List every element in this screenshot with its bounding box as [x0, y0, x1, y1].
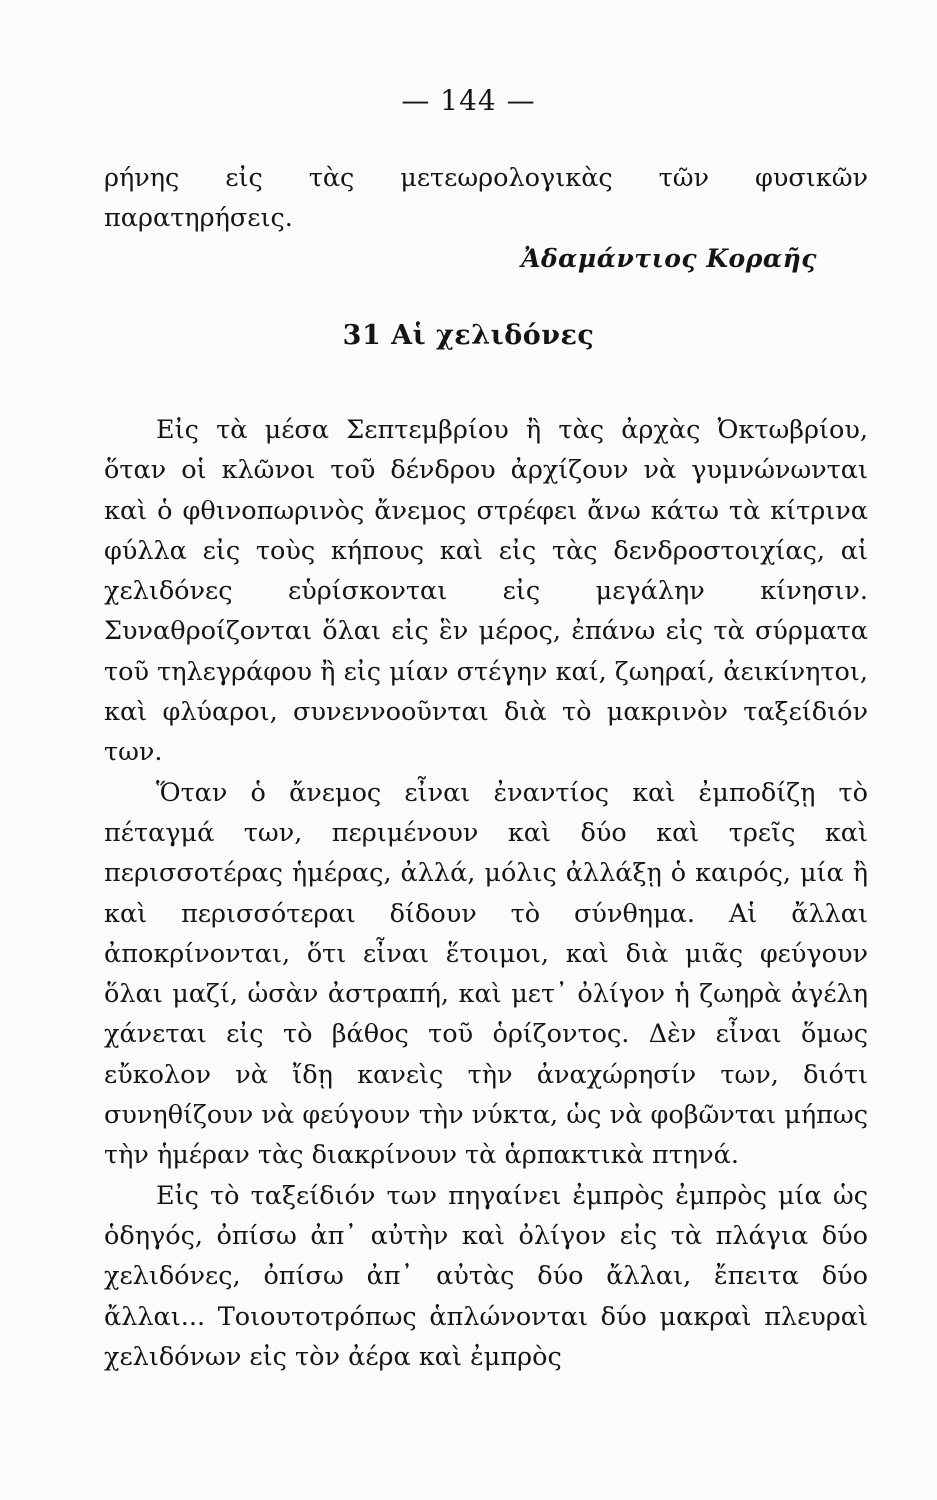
paragraph-1: Εἰς τὰ μέσα Σεπτεμβρίου ἢ τὰς ἀρχὰς Ὀκτωβρίου, ὅταν οἱ κλῶνοι τοῦ δένδρου ἀρχίζουν νὰ γυμνώνωνται καὶ ὁ φθινοπωρινὸς ἄνεμος στρέφει ἄνω κάτω τὰ κίτρινα φύλλα εἰς τοὺς κήπους καὶ εἰς τὰς δενδροστοιχίας, αἱ χελιδόνες εὑρίσκονται εἰς μεγάλην κίνησιν. Συναθροίζονται ὅλαι εἰς ἓν μέρος, ἐπάνω εἰς τὰ σύρματα τοῦ τηλεγράφου ἢ εἰς μίαν στέγην καί, ζωηραί, ἀεικίνητοι, καὶ φλύαροι, συνεννοοῦνται διὰ τὸ μακρινὸν ταξείδιόν των. [104, 415, 868, 768]
paragraph-3: Εἰς τὸ ταξείδιόν των πηγαίνει ἐμπρὸς ἐμπρὸς μία ὡς ὁδηγός, ὀπίσω ἀπ᾽ αὐτὴν καὶ ὀλίγον εἰς τὰ πλάγια δύο χελιδόνες, ὀπίσω ἀπ᾽ αὐτὰς δύο ἄλλαι, ἔπειτα δύο ἄλλαι... Τοιουτοτρόπως ἁπλώνονται δύο μακραὶ πλευραὶ χελιδόνων εἰς τὸν ἀέρα καὶ ἐμπρὸς [104, 1180, 868, 1372]
paragraph-2: Ὅταν ὁ ἄνεμος εἶναι ἐναντίος καὶ ἐμποδίζῃ τὸ πέταγμά των, περιμένουν καὶ δύο καὶ τρεῖς καὶ περισσοτέρας ἡμέρας, ἀλλά, μόλις ἀλλάξῃ ὁ καιρός, μία ἢ καὶ περισσότεραι δίδουν τὸ σύνθημα. Αἱ ἄλλαι ἀποκρίνονται, ὅτι εἶναι ἕτοιμοι, καὶ διὰ μιᾶς φεύγουν ὅλαι μαζί, ὡσὰν ἀστραπή, καὶ μετ᾽ ὀλίγον ἡ ζωηρὰ ἀγέλη χάνεται εἰς τὸ βάθος τοῦ ὁρίζοντος. Δὲν εἶναι ὅμως εὔκολον νὰ ἴδῃ κανεὶς τὴν ἀναχώρησίν των, διότι συνηθίζουν νὰ φεύγουν τὴν νύκτα, ὡς νὰ φοβῶνται μήπως τὴν ἡμέραν τὰς διακρίνουν τὰ ἁρπακτικὰ πτηνά. [104, 777, 868, 1171]
continuation-paragraph: ρήνης εἰς τὰς μετεωρολογικὰς τῶν φυσικῶν παρατηρήσεις. [104, 163, 868, 234]
section-heading: 31 Αἱ χελιδόνες [342, 320, 595, 351]
section-body [104, 410, 868, 1377]
author-signature: Ἀδαμάντιος Κοραῆς [521, 244, 817, 273]
page-number: — 144 — [401, 84, 536, 117]
continuation-text [104, 158, 868, 239]
